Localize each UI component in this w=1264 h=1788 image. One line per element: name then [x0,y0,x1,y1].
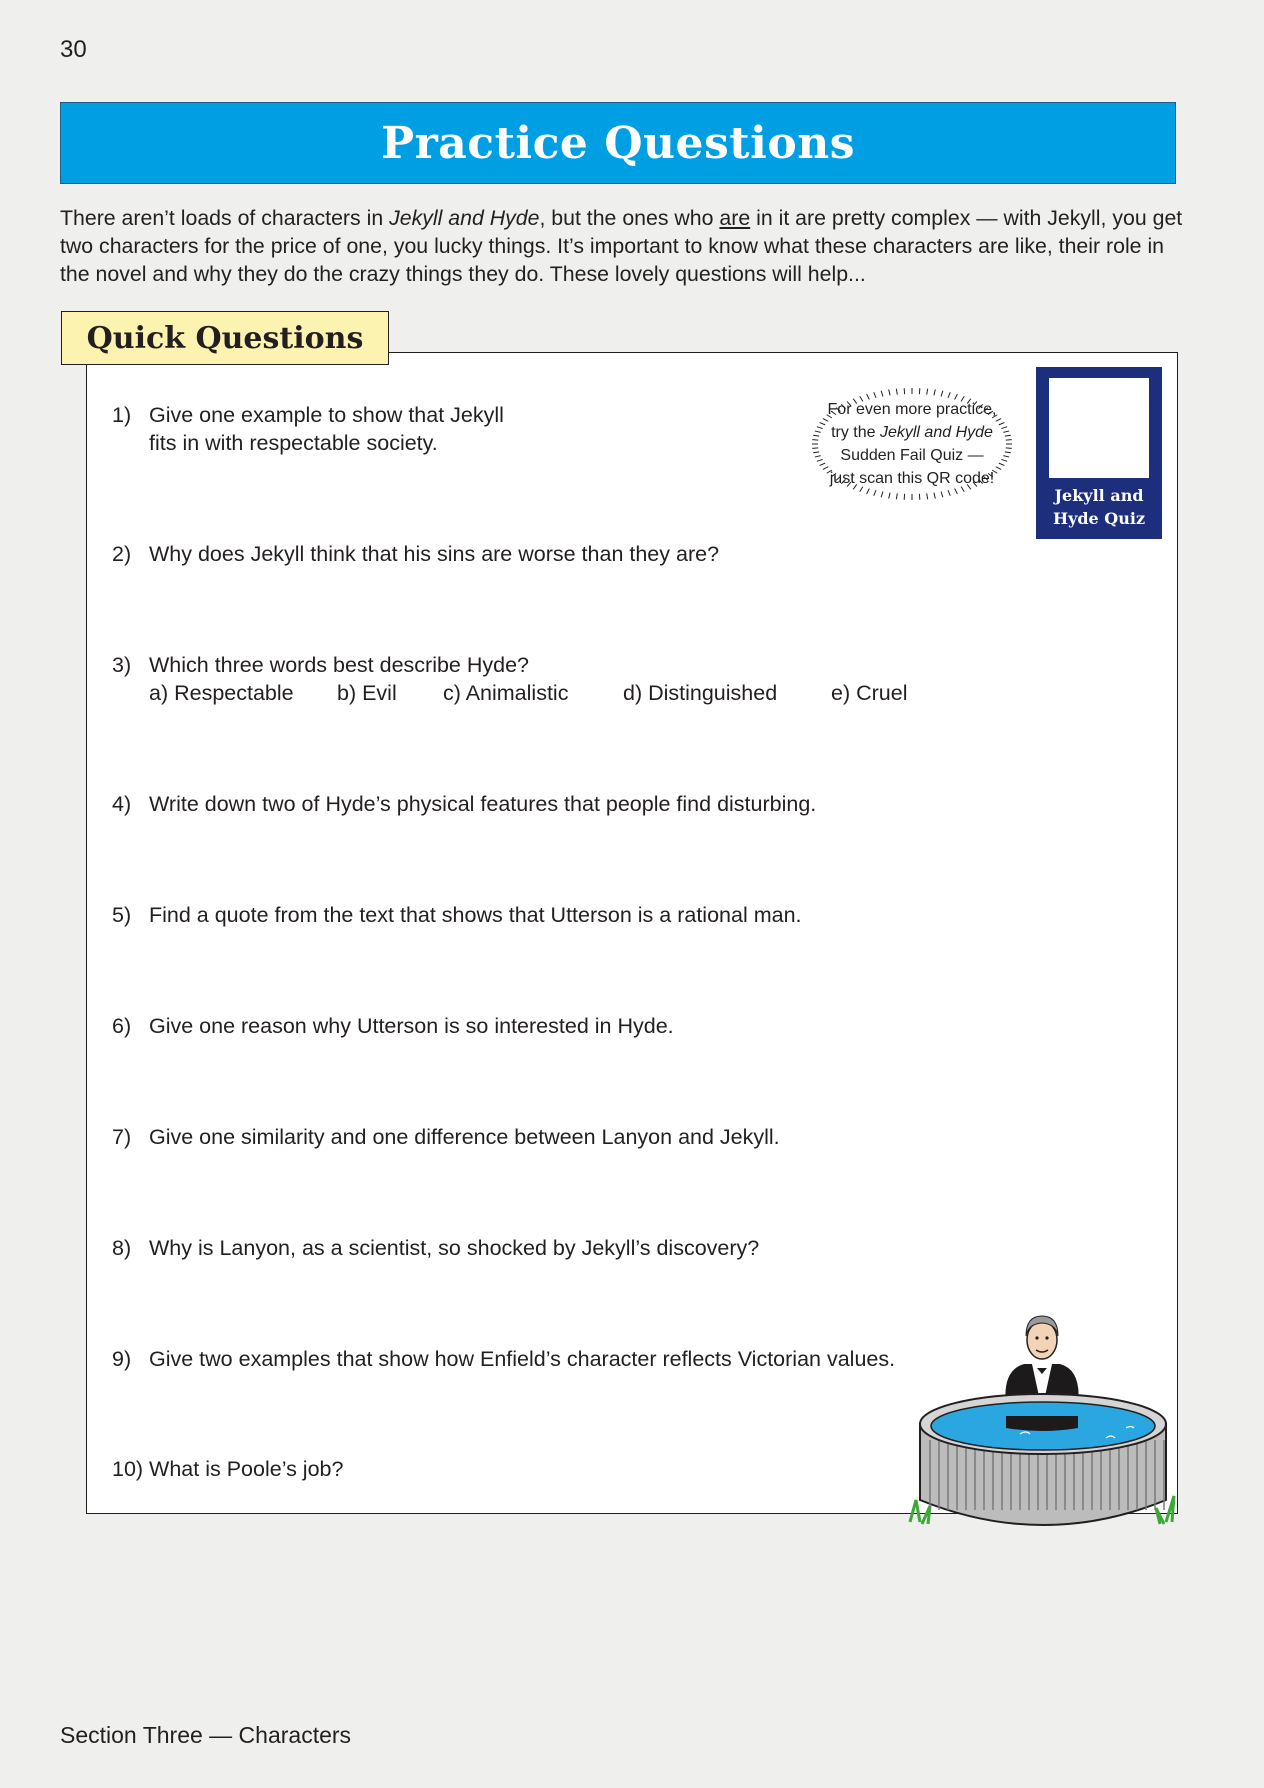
option-e: e) Cruel [831,681,908,705]
page-number: 30 [60,36,87,63]
option-c: c) Animalistic [443,681,569,705]
qr-code-icon[interactable] [1049,378,1149,478]
qr-code-card[interactable] [1036,367,1162,539]
option-b: b) Evil [337,681,397,705]
man-in-tub-illustration [906,1310,1180,1536]
question-3: 3) Which three words best describe Hyde? a) Respectable b) Evil c) Animalistic d) Distinguished e) Cruel [112,653,908,705]
qr-card-label: Jekyll and Hyde Quiz [1052,486,1146,528]
option-d: d) Distinguished [623,681,778,705]
promo-text: For even more practice, try the Jekyll and Hyde Sudden Fail Quiz — just scan this QR code! [827,401,997,487]
quick-questions-heading: Quick Questions [61,311,389,365]
option-a: a) Respectable [149,681,294,705]
page-title: Practice Questions [381,117,855,169]
intro-paragraph: There aren’t loads of characters in Jekyll and Hyde, but the ones who are in it are pretty complex — with Jekyll, you get two characters for the price of one, you lucky things. It’s important to know what these characters are like, their role in the novel and why they do the crazy things they do. These lovely questions will help... [60,206,1183,286]
title-banner [60,102,1176,184]
section-footer: Section Three — Characters [60,1722,352,1748]
